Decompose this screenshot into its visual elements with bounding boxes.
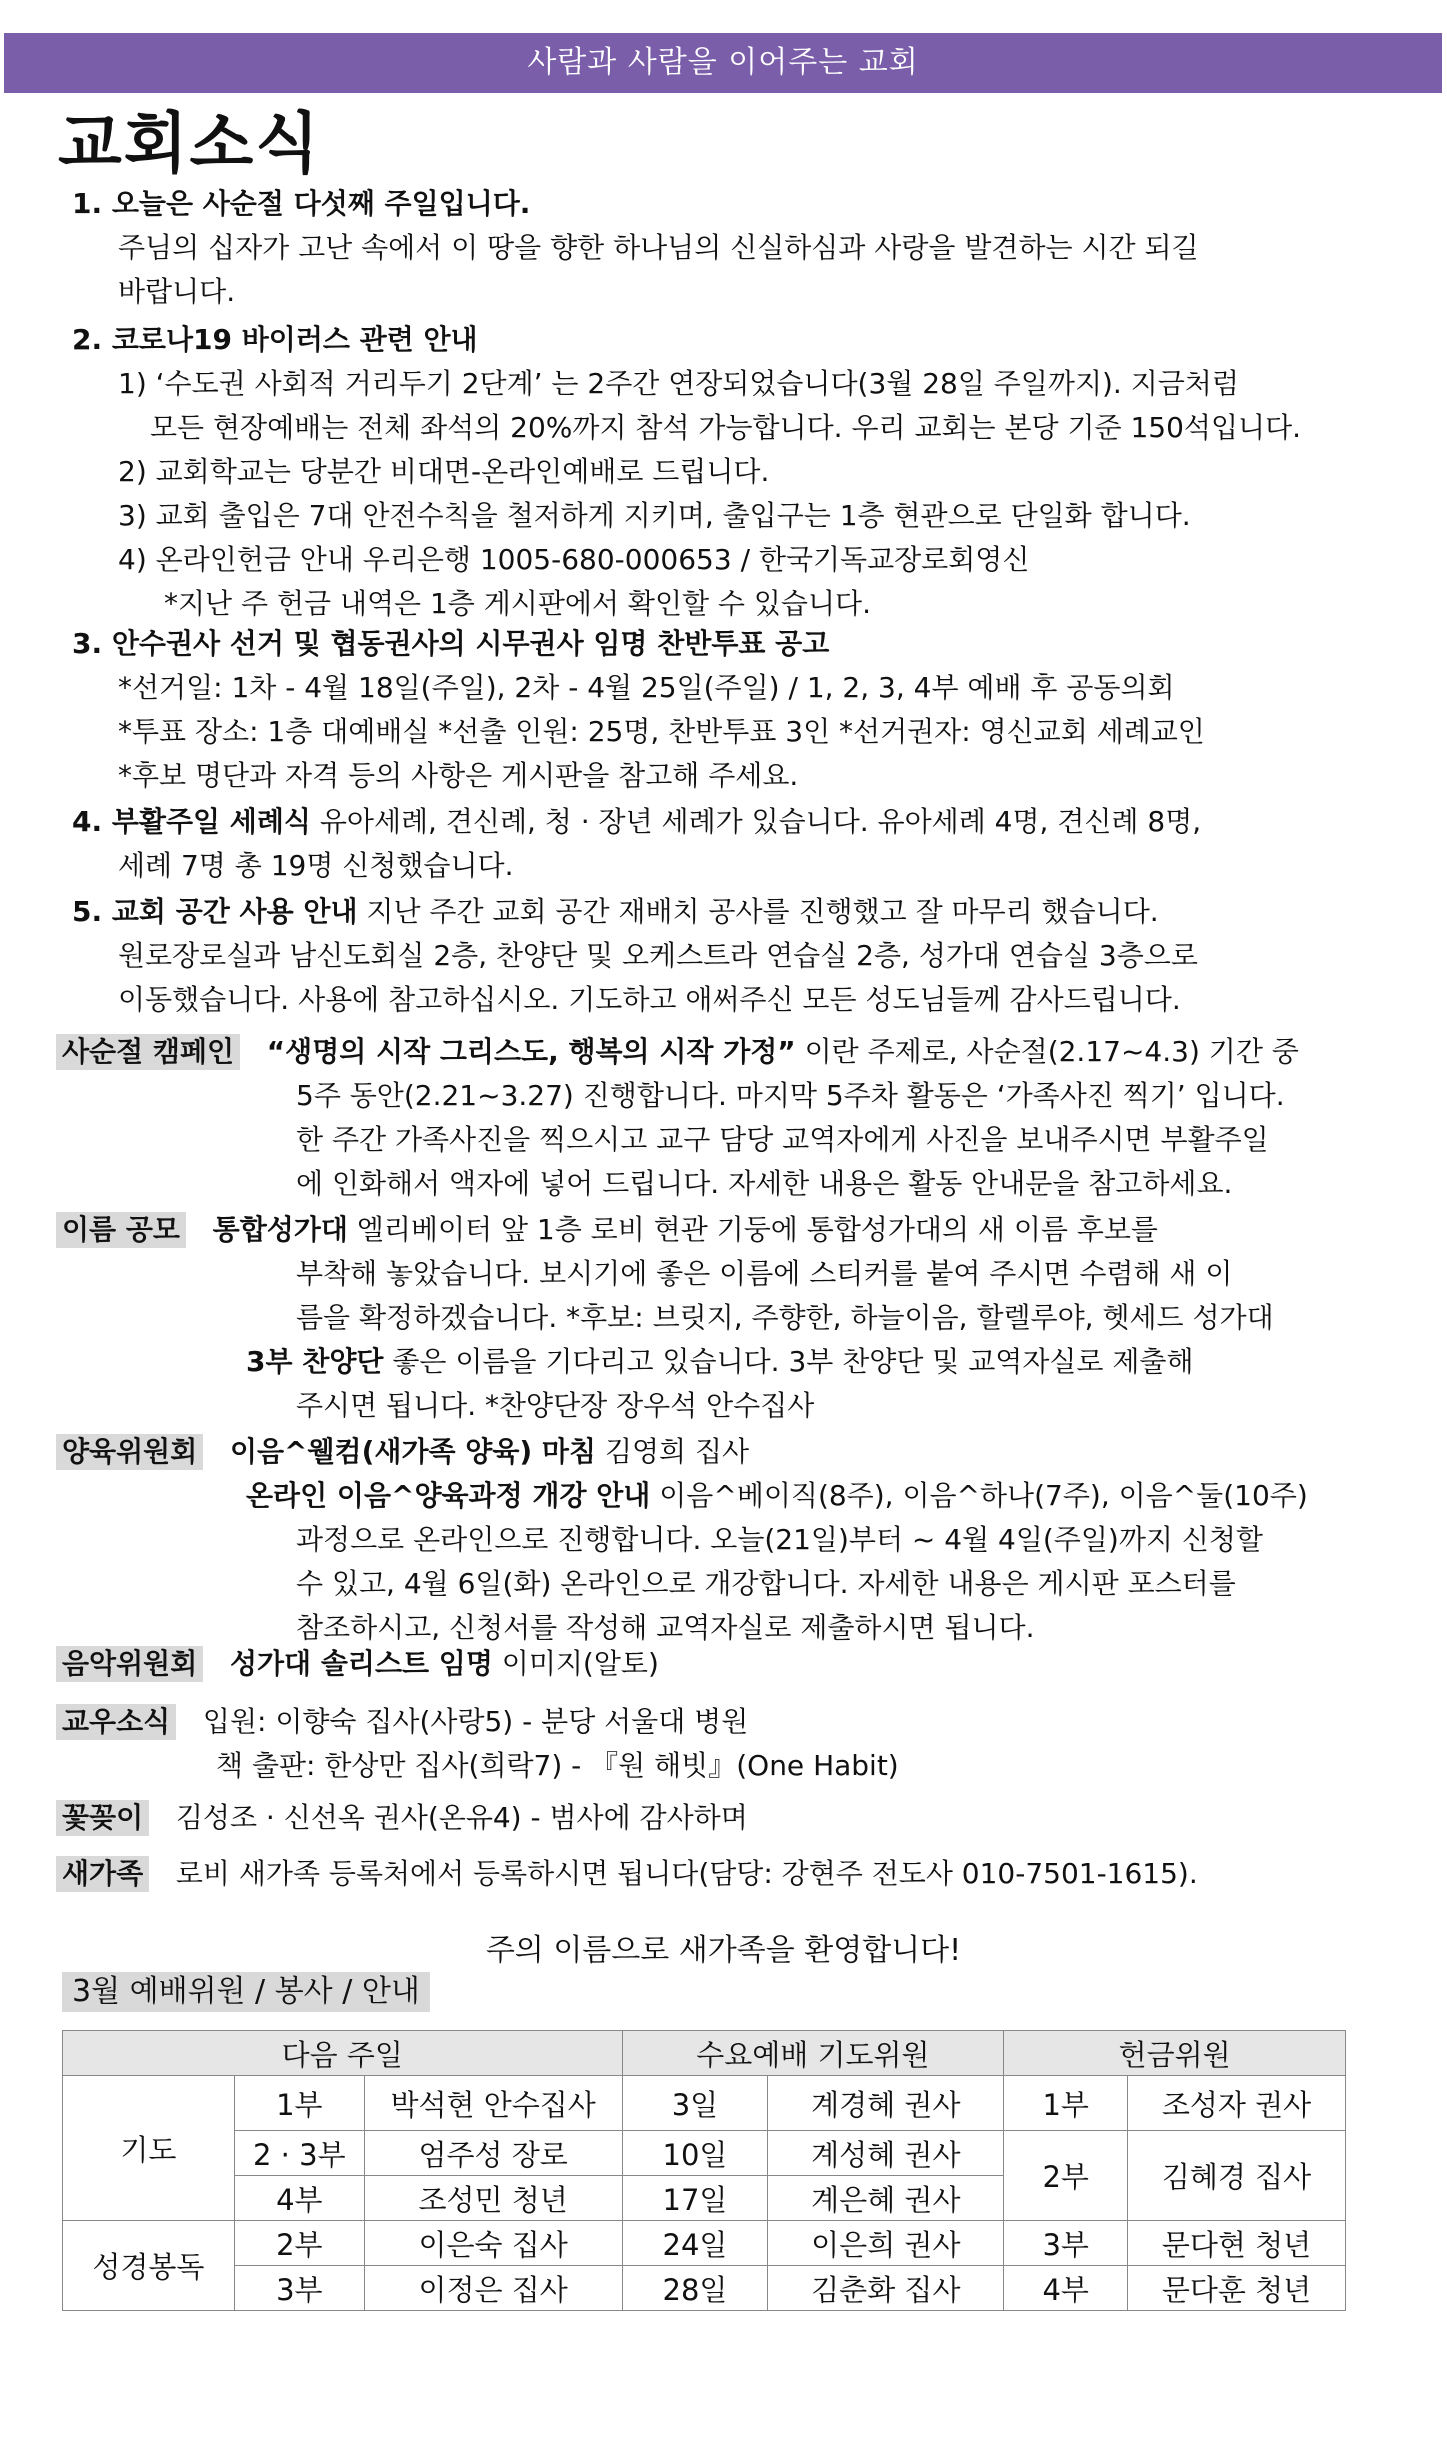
section-2-heading: 2. 코로나19 바이러스 관련 안내 [72,323,478,356]
text-line: *투표 장소: 1층 대예배실 *선출 인원: 25명, 찬반투표 3인 *선거권자: 영신교회 세례교인 [118,715,1205,748]
text-line: 원로장로실과 남신도회실 2층, 찬양단 및 오케스트라 연습실 2층, 성가대 연습실 3층으로 [118,939,1198,972]
text-line: 과정으로 온라인으로 진행합니다. 오늘(21일)부터 ~ 4월 4일(주일)까지 신청할 [296,1523,1263,1556]
soloist-label: 성가대 솔리스트 임명 [229,1647,493,1680]
text-line: 에 인화해서 액자에 넣어 드립니다. 자세한 내용은 활동 안내문을 참고하세요. [296,1167,1233,1200]
member-news [56,1700,1366,1788]
cell: 이은희 권사 [768,2221,1004,2266]
text-line: 주님의 십자가 고난 속에서 이 땅을 향한 하나님의 신실하심과 사랑을 발견하는 시간 되길 [118,231,1199,264]
text-line: 한 주간 가족사진을 찍으시고 교구 담당 교역자에게 사진을 보내주시면 부활주일 [296,1123,1269,1156]
music-tag: 음악위원회 [56,1646,203,1682]
cell: 문다훈 청년 [1128,2266,1346,2311]
text-line: 유아세례, 견신례, 청 · 장년 세례가 있습니다. 유아세례 4명, 견신례 8명, [310,805,1202,838]
text-line: 이미지(알토) [492,1647,659,1680]
cell: 계경혜 권사 [768,2076,1004,2131]
cell: 3부 [1004,2221,1128,2266]
cell: 2부 [1004,2131,1128,2221]
nurture-committee [56,1430,1366,1650]
table-row [63,2221,1346,2266]
cell: 엄주성 장로 [364,2131,622,2176]
section-5 [72,890,1362,1022]
bible-reading-label: 성경봉독 [63,2221,235,2311]
text-line: 김영희 집사 [596,1435,750,1468]
prayer-label: 기도 [63,2076,235,2221]
cell: 계은혜 권사 [768,2176,1004,2221]
cell: 1부 [1004,2076,1128,2131]
name-tag: 이름 공모 [56,1212,186,1248]
section-4-heading: 4. 부활주일 세례식 [72,805,311,838]
text-line: 엘리베이터 앞 1층 로비 현관 기둥에 통합성가대의 새 이름 후보를 [347,1213,1158,1246]
cell: 이정은 집사 [364,2266,622,2311]
cell: 3부 [234,2266,364,2311]
cell: 4부 [234,2176,364,2221]
text-line: 이란 주제로, 사순절(2.17~4.3) 기간 중 [795,1035,1299,1068]
cell: 28일 [622,2266,768,2311]
table-row [63,2076,1346,2131]
text-line: 이음^베이직(8주), 이음^하나(7주), 이음^둘(10주) [650,1479,1308,1512]
text-line: 주시면 됩니다. *찬양단장 장우석 안수집사 [296,1389,815,1422]
new-family [56,1852,1366,1896]
section-1-heading: 1. 오늘은 사순절 다섯째 주일입니다. [72,187,531,220]
welcome-course-label: 이음^웰컴(새가족 양육) 마침 [229,1435,597,1468]
table-row [63,2266,1346,2311]
cell: 조성민 청년 [364,2176,622,2221]
text-line: 바랍니다. [118,275,236,308]
section-1 [72,182,1362,314]
text-line: *지난 주 헌금 내역은 1층 게시판에서 확인할 수 있습니다. [164,587,871,620]
flowers-tag: 꽃꽂이 [56,1800,149,1836]
welcome-message: 주의 이름으로 새가족을 환영합니다! [485,1933,962,1968]
page-title: 교회소식 [58,104,322,182]
text-line: 책 출판: 한상만 집사(희락7) - 『원 해빗』(One Habit) [216,1749,899,1782]
cell: 2 · 3부 [234,2131,364,2176]
cell: 이은숙 집사 [364,2221,622,2266]
section-3-heading: 3. 안수권사 선거 및 협동권사의 시무권사 임명 찬반투표 공고 [72,627,830,660]
text-line: *선거일: 1차 - 4월 18일(주일), 2차 - 4월 25일(주일) / 1, 2, 3, 4부 예배 후 공동의회 [118,671,1175,704]
text-line: *후보 명단과 자격 등의 사항은 게시판을 참고해 주세요. [118,759,799,792]
text-line: 김성조 · 신선옥 권사(온유4) - 범사에 감사하며 [175,1801,748,1834]
cell: 4부 [1004,2266,1128,2311]
lent-theme: “생명의 시작 그리스도, 행복의 시작 가정” [266,1035,796,1068]
name-contest [56,1208,1366,1428]
members-tag: 교우소식 [56,1704,176,1740]
cell: 3일 [622,2076,768,2131]
header-offering: 헌금위원 [1004,2031,1346,2076]
text-line: 모든 현장예배는 전체 좌석의 20%까지 참석 가능합니다. 우리 교회는 본당 기준 150석입니다. [150,411,1302,444]
lent-tag: 사순절 캠페인 [56,1034,240,1070]
newfam-tag: 새가족 [56,1856,149,1892]
text-line: 4) 온라인헌금 안내 우리은행 1005-680-000653 / 한국기독교장로회영신 [118,543,1030,576]
lent-campaign [56,1030,1366,1206]
text-line: 수 있고, 4월 6일(화) 온라인으로 개강합니다. 자세한 내용은 게시판 포스터를 [296,1567,1236,1600]
cell: 17일 [622,2176,768,2221]
section-5-heading: 5. 교회 공간 사용 안내 [72,895,358,928]
text-line: 좋은 이름을 기다리고 있습니다. 3부 찬양단 및 교역자실로 제출해 [383,1345,1194,1378]
choir-label: 통합성가대 [212,1213,348,1246]
text-line: 지난 주간 교회 공간 재배치 공사를 진행했고 잘 마무리 했습니다. [357,895,1159,928]
flowers [56,1796,1366,1840]
text-line: 5주 동안(2.21~3.27) 진행합니다. 마지막 5주차 활동은 ‘가족사진 찍기’ 입니다. [296,1079,1285,1112]
table-row [63,2131,1346,2176]
cell: 24일 [622,2221,768,2266]
cell: 문다현 청년 [1128,2221,1346,2266]
text-line: 1) ‘수도권 사회적 거리두기 2단계’ 는 2주간 연장되었습니다(3월 28일 주일까지). 지금처럼 [118,367,1239,400]
cell: 2부 [234,2221,364,2266]
online-course-label: 온라인 이음^양육과정 개강 안내 [246,1479,651,1512]
header-next-sunday: 다음 주일 [63,2031,623,2076]
nurture-tag: 양육위원회 [56,1434,203,1470]
text-line: 입원: 이향숙 집사(사랑5) - 분당 서울대 병원 [202,1705,749,1738]
cell: 계성혜 권사 [768,2131,1004,2176]
cell: 조성자 권사 [1128,2076,1346,2131]
cell: 김혜경 집사 [1128,2131,1346,2221]
cell: 박석현 안수집사 [364,2076,622,2131]
praise-team-label: 3부 찬양단 [246,1345,384,1378]
cell: 1부 [234,2076,364,2131]
text-line: 부착해 놓았습니다. 보시기에 좋은 이름에 스티커를 붙여 주시면 수렴해 새 이 [296,1257,1233,1290]
header-banner: 사람과 사람을 이어주는 교회 [4,33,1442,93]
music-committee [56,1642,1366,1686]
section-3 [72,622,1362,798]
schedule-table [62,2030,1346,2311]
section-2 [72,318,1362,626]
text-line: 2) 교회학교는 당분간 비대면-온라인예배로 드립니다. [118,455,770,488]
section-4 [72,800,1362,888]
cell: 10일 [622,2131,768,2176]
schedule-title: 3월 예배위원 / 봉사 / 안내 [62,1972,430,2012]
header-wednesday: 수요예배 기도위원 [622,2031,1004,2076]
text-line: 세례 7명 총 19명 신청했습니다. [118,849,514,882]
text-line: 참조하시고, 신청서를 작성해 교역자실로 제출하시면 됩니다. [296,1611,1035,1644]
text-line: 3) 교회 출입은 7대 안전수칙을 철저하게 지키며, 출입구는 1층 현관으로 단일화 합니다. [118,499,1191,532]
text-line: 름을 확정하겠습니다. *후보: 브릿지, 주향한, 하늘이음, 할렐루야, 헷세드 성가대 [296,1301,1274,1334]
text-line: 이동했습니다. 사용에 참고하십시오. 기도하고 애써주신 모든 성도님들께 감사드립니다. [118,983,1181,1016]
text-line: 로비 새가족 등록처에서 등록하시면 됩니다(담당: 강현주 전도사 010-7501-1615). [175,1857,1198,1890]
cell: 김춘화 집사 [768,2266,1004,2311]
